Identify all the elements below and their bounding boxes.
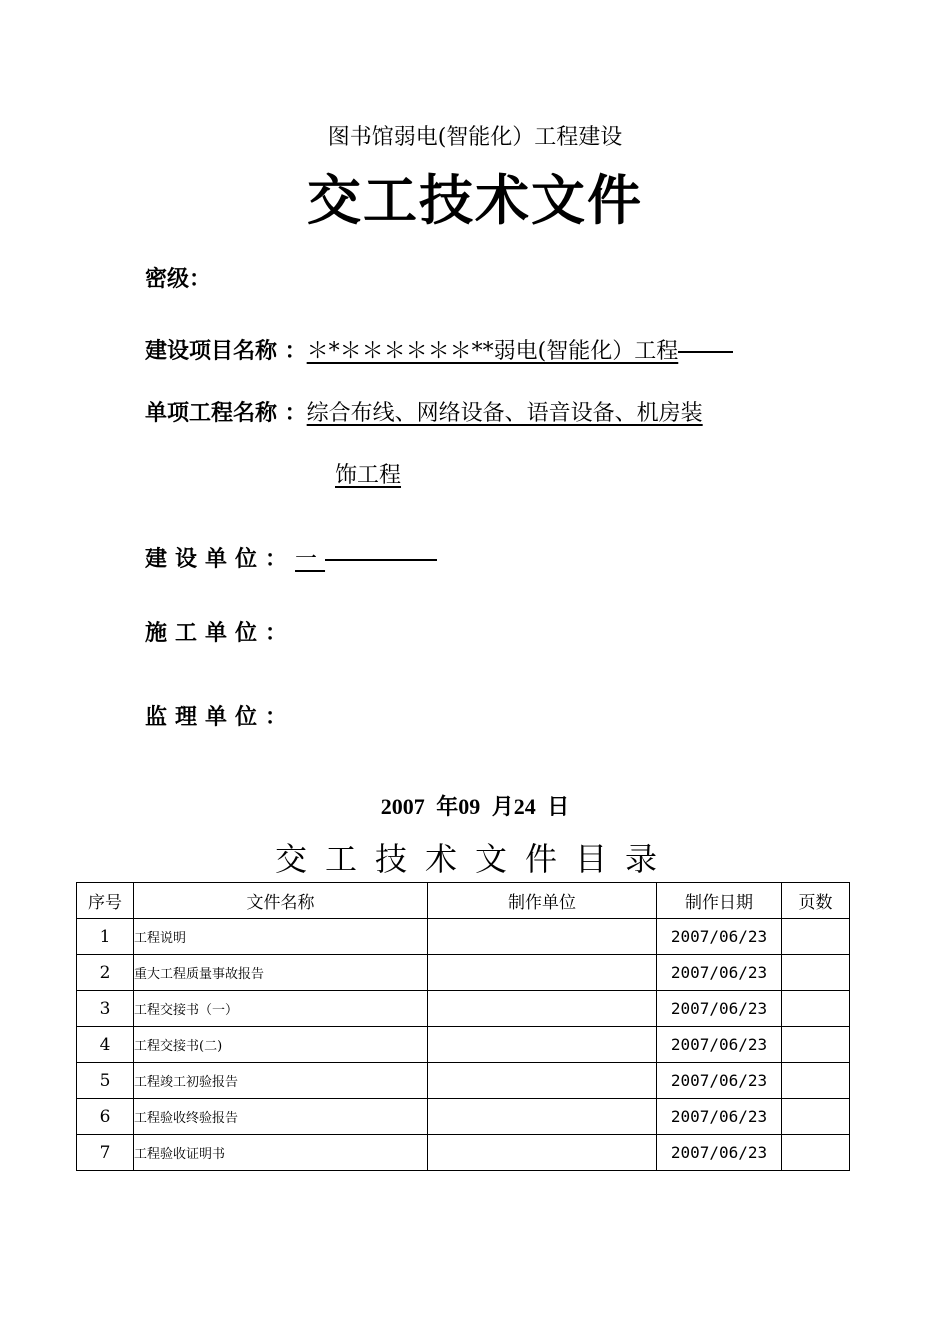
builder-value: 一	[295, 547, 326, 572]
builder-field	[145, 542, 437, 573]
row-number: 1	[77, 919, 134, 955]
toc-header-row	[77, 883, 850, 919]
file-name: 工程验收终验报告	[134, 1099, 428, 1135]
row-number: 5	[77, 1063, 134, 1099]
builder-underline	[325, 559, 437, 561]
supervisor-field	[145, 700, 295, 731]
row-number: 4	[77, 1027, 134, 1063]
header-unit: 制作单位	[428, 883, 657, 919]
document-subtitle: 图书馆弱电(智能化）工程建设	[327, 125, 623, 150]
contractor-field	[145, 616, 295, 647]
project-name-value: ＊*＊＊＊＊＊＊**弱电(智能化）工程	[306, 339, 679, 364]
header-date: 制作日期	[657, 883, 782, 919]
table-row	[77, 1063, 850, 1099]
pages-cell	[782, 1063, 850, 1099]
file-name: 工程验收证明书	[134, 1135, 428, 1171]
subproject-name-label: 单项工程名称 ：	[145, 401, 307, 426]
unit-cell	[428, 955, 657, 991]
unit-cell	[428, 1063, 657, 1099]
file-name: 工程交接书(二)	[134, 1027, 428, 1063]
pages-cell	[782, 1135, 850, 1171]
unit-cell	[428, 1099, 657, 1135]
date-cell: 2007/06/23	[657, 955, 782, 991]
date-cell: 2007/06/23	[657, 1135, 782, 1171]
subproject-name-field	[145, 396, 703, 427]
unit-cell	[428, 919, 657, 955]
pages-cell	[782, 1027, 850, 1063]
subproject-name-value-line1: 综合布线、网络设备、语音设备、机房装	[306, 401, 703, 426]
table-row	[77, 955, 850, 991]
toc-title: 交工技术文件目录	[274, 840, 675, 878]
header-no: 序号	[77, 883, 134, 919]
table-row	[77, 1135, 850, 1171]
row-number: 6	[77, 1099, 134, 1135]
date-cell: 2007/06/23	[657, 1027, 782, 1063]
secret-level-label: 密级：	[145, 267, 212, 292]
pages-cell	[782, 1099, 850, 1135]
file-name: 重大工程质量事故报告	[134, 955, 428, 991]
header-pages: 页数	[782, 883, 850, 919]
row-number: 2	[77, 955, 134, 991]
document-title: 交工技术文件	[307, 169, 643, 232]
unit-cell	[428, 991, 657, 1027]
supervisor-label: 监理单位：	[145, 705, 296, 730]
file-name: 工程交接书（一）	[134, 991, 428, 1027]
date-cell: 2007/06/23	[657, 1063, 782, 1099]
table-row	[77, 991, 850, 1027]
file-name: 工程竣工初验报告	[134, 1063, 428, 1099]
row-number: 3	[77, 991, 134, 1027]
document-date: 2007 年09 月24 日	[380, 794, 570, 819]
header-file-name: 文件名称	[134, 883, 428, 919]
row-number: 7	[77, 1135, 134, 1171]
toc-table	[76, 882, 850, 1171]
file-name: 工程说明	[134, 919, 428, 955]
project-name-underline	[678, 351, 733, 353]
pages-cell	[782, 919, 850, 955]
secret-level-field	[145, 262, 211, 293]
builder-label: 建设单位：	[145, 547, 296, 572]
pages-cell	[782, 955, 850, 991]
subproject-name-continued	[335, 458, 401, 489]
project-name-field	[145, 334, 733, 365]
contractor-label: 施工单位：	[145, 621, 296, 646]
pages-cell	[782, 991, 850, 1027]
table-row	[77, 1027, 850, 1063]
subproject-name-value-line2: 饰工程	[335, 463, 402, 488]
date-cell: 2007/06/23	[657, 991, 782, 1027]
date-cell: 2007/06/23	[657, 919, 782, 955]
unit-cell	[428, 1135, 657, 1171]
unit-cell	[428, 1027, 657, 1063]
project-name-label: 建设项目名称 ：	[145, 339, 307, 364]
table-row	[77, 1099, 850, 1135]
table-row	[77, 919, 850, 955]
date-cell: 2007/06/23	[657, 1099, 782, 1135]
